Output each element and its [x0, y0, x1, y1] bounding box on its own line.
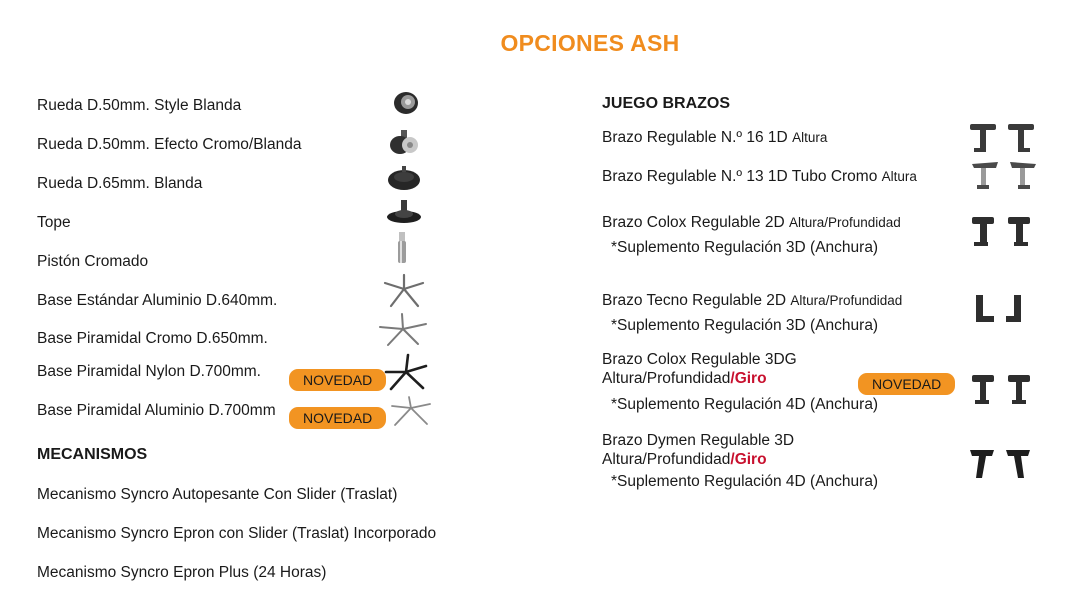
option-label: Base Piramidal Cromo D.650mm. — [37, 330, 268, 347]
armrest-icon — [968, 121, 1038, 155]
armrest-name: Brazo Regulable N.º 13 1D Tubo Cromo — [602, 168, 878, 185]
armrest-item — [602, 128, 827, 147]
novedad-badge: NOVEDAD — [858, 373, 955, 395]
armrest-name: Brazo Tecno Regulable 2D — [602, 292, 787, 309]
base-star-icon — [381, 272, 427, 308]
chrome-wheel-icon — [386, 128, 422, 156]
option-label: Rueda D.50mm. Style Blanda — [37, 97, 242, 114]
armrest-detail: Altura — [881, 169, 917, 184]
mechanism-label: Mecanismo Syncro Epron Plus (24 Horas) — [37, 564, 327, 581]
base-star-icon — [389, 394, 433, 428]
mechanism-label: Mecanismo Syncro Epron con Slider (Traslat) Incorporado — [37, 525, 437, 542]
armrest-supplement: *Suplemento Regulación 3D (Anchura) — [611, 317, 879, 334]
armrest-icon — [970, 292, 1032, 326]
armrest-detail: Altura/Profundidad — [790, 293, 903, 308]
page-title: OPCIONES ASH — [500, 30, 680, 56]
armrest-detail: Altura — [792, 130, 828, 145]
armrest-item — [602, 213, 901, 232]
armrest-icon — [968, 446, 1032, 482]
section-heading-mecanismos: MECANISMOS — [37, 446, 148, 463]
novedad-badge: NOVEDAD — [289, 407, 386, 429]
armrest-name: Brazo Colox Regulable 2D — [602, 214, 785, 231]
section-heading-brazos: JUEGO BRAZOS — [602, 95, 731, 112]
giro-highlight: /Giro — [730, 370, 767, 387]
option-label: Tope — [37, 214, 71, 231]
base-star-icon — [378, 311, 428, 347]
armrest-supplement: *Suplemento Regulación 4D (Anchura) — [611, 396, 879, 413]
base-star-icon — [383, 352, 429, 392]
armrest-item — [602, 167, 917, 186]
piston-icon — [396, 232, 408, 264]
armrest-item — [602, 291, 902, 310]
option-label: Base Estándar Aluminio D.640mm. — [37, 292, 278, 309]
armrest-name: Brazo Dymen Regulable 3D — [602, 432, 795, 449]
armrest-icon — [970, 213, 1034, 249]
armrest-detail: Altura/Profundidad — [788, 215, 901, 230]
armrest-icon — [970, 372, 1032, 408]
option-label: Rueda D.65mm. Blanda — [37, 175, 203, 192]
armrest-name: Brazo Colox Regulable 3DG — [602, 351, 797, 368]
armrest-icon — [970, 158, 1038, 192]
option-label: Rueda D.50mm. Efecto Cromo/Blanda — [37, 136, 302, 153]
armrest-detail: Altura/Profundidad/Giro — [602, 451, 767, 468]
mechanism-label: Mecanismo Syncro Autopesante Con Slider (Traslat) — [37, 486, 398, 503]
armrest-name: Brazo Regulable N.º 16 1D — [602, 129, 788, 146]
large-wheel-icon — [386, 166, 422, 192]
wheel-icon — [390, 88, 422, 116]
option-label: Pistón Cromado — [37, 253, 149, 270]
giro-highlight: /Giro — [730, 451, 767, 468]
armrest-detail: Altura/Profundidad/Giro — [602, 370, 767, 387]
armrest-supplement: *Suplemento Regulación 3D (Anchura) — [611, 239, 879, 256]
option-label: Base Piramidal Nylon D.700mm. — [37, 363, 261, 380]
option-label: Base Piramidal Aluminio D.700mm — [37, 402, 276, 419]
glide-icon — [385, 200, 423, 226]
novedad-badge: NOVEDAD — [289, 369, 386, 391]
armrest-supplement: *Suplemento Regulación 4D (Anchura) — [611, 473, 879, 490]
